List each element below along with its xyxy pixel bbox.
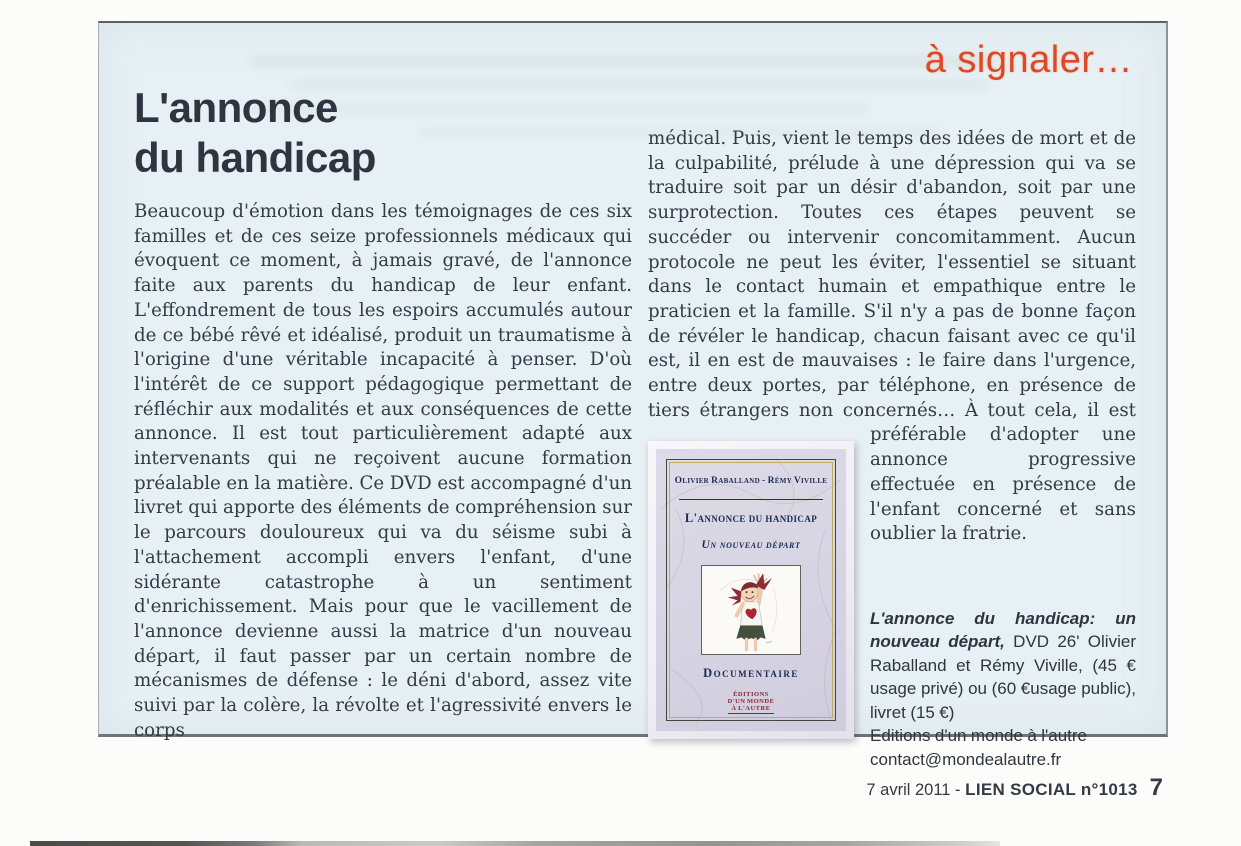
article-title-line2: du handicap	[134, 134, 376, 181]
article-body-right-part1: médical. Puis, vient le temps des idées de mort et de la culpabilité, prélude à une dépression qui va se traduire soit par un désir d'abandon, soit par une surprotection. Toutes ces étapes peuvent se succéder ou intervenir concomitamment. Aucun protocole ne peut les éviter, l'essentiel se situant dans le contact humain et empathique entre le praticien et la famille. S'il n'y a pas de bonne façon de révéler le handicap, chacun faisant avec ce qu'il est, il en est de mauvaises : le faire dans l'urgence, entre deux portes, par téléphone, en présence de tiers étrangers non concernés… À tout	[648, 128, 1136, 421]
scan-edge-artifact	[30, 841, 1000, 846]
dvd-subtitle: Un nouveau départ	[701, 538, 801, 551]
right-column	[648, 127, 1136, 771]
left-column	[134, 83, 632, 743]
caption-title: L'annonce du handicap: un nouveau départ,	[870, 608, 1136, 652]
magazine-page	[98, 21, 1168, 769]
publisher-logo-line1: ÉDITIONS	[733, 691, 769, 699]
article-title	[134, 83, 632, 183]
publisher-logo	[728, 691, 775, 714]
publisher-logo-line3: À L'AUTRE	[728, 705, 775, 714]
page-footer	[866, 774, 1163, 802]
caption-contact: contact@mondealautre.fr	[870, 749, 1062, 769]
dvd-cover-photo	[648, 441, 854, 739]
footer-journal: LIEN SOCIAL n°1013	[965, 780, 1138, 799]
caption-details: DVD 26' Olivier Raballand et Rémy Viville, (45 € usage privé) ou (60 €usage public), livret (15 €)	[870, 632, 1136, 722]
dvd-authors: Olivier Raballand - Rémy Viville	[674, 476, 828, 487]
bleedthrough-artifact	[249, 55, 999, 68]
article-title-line1: L'annonce	[134, 84, 338, 131]
section-header: à signaler…	[924, 39, 1133, 81]
dvd-cover-illustration	[701, 565, 801, 655]
article-body-right-part2: cela, il est préférable d'adopter une annonce progressive effectuée en présence de l'enfant concerné et sans oublier la fratrie.	[870, 399, 1136, 545]
caption-publisher: Editions d'un monde à l'autre	[870, 726, 1087, 746]
dvd-cover-frame	[666, 459, 836, 721]
dvd-cover	[656, 449, 846, 731]
dvd-divider	[679, 499, 823, 500]
footer-page-number: 7	[1149, 774, 1163, 801]
footer-date: 7 avril 2011 -	[866, 781, 966, 799]
dvd-title: L'annonce du handicap	[684, 511, 818, 526]
dvd-genre: Documentaire	[703, 665, 799, 680]
dvd-caption	[870, 607, 1136, 772]
article-body-left: Beaucoup d'émotion dans les témoignages de ces six familles et de ces seize professionnels médicaux qui évoquent ce moment, à jamais gravé, de l'annonce faite aux parents du handicap de leur enfant. L'effondrement de tous les espoirs accumulés autour de ce bébé rêvé et idéalisé, produit un traumatisme à l'origine d'une véritable incapacité à penser. D'où l'intérêt de ce support pédagogique permettant de réfléchir aux modalités et aux conséquences de cette annonce. Il est tout particulièrement adapté aux intervenants qui ne reçoivent aucune formation préalable en la matière. Ce DVD est accompagné d'un livret qui apporte des éléments de compréhension sur le parcours douloureux qui va du séisme subi à l'attachement accompli envers l'enfant, d'une sidérante catastrophe à un sentiment d'enrichissement. Mais pour que le vacillement de l'annonce devienne aussi la matrice d'un nouveau départ, il faut passer par un certain nombre de mécanismes de défense : le déni d'abord, assez vite suivi par la colère, la révolte et l'agressivité envers le corps	[134, 201, 632, 741]
publisher-logo-line2: D'UN MONDE	[727, 698, 775, 706]
